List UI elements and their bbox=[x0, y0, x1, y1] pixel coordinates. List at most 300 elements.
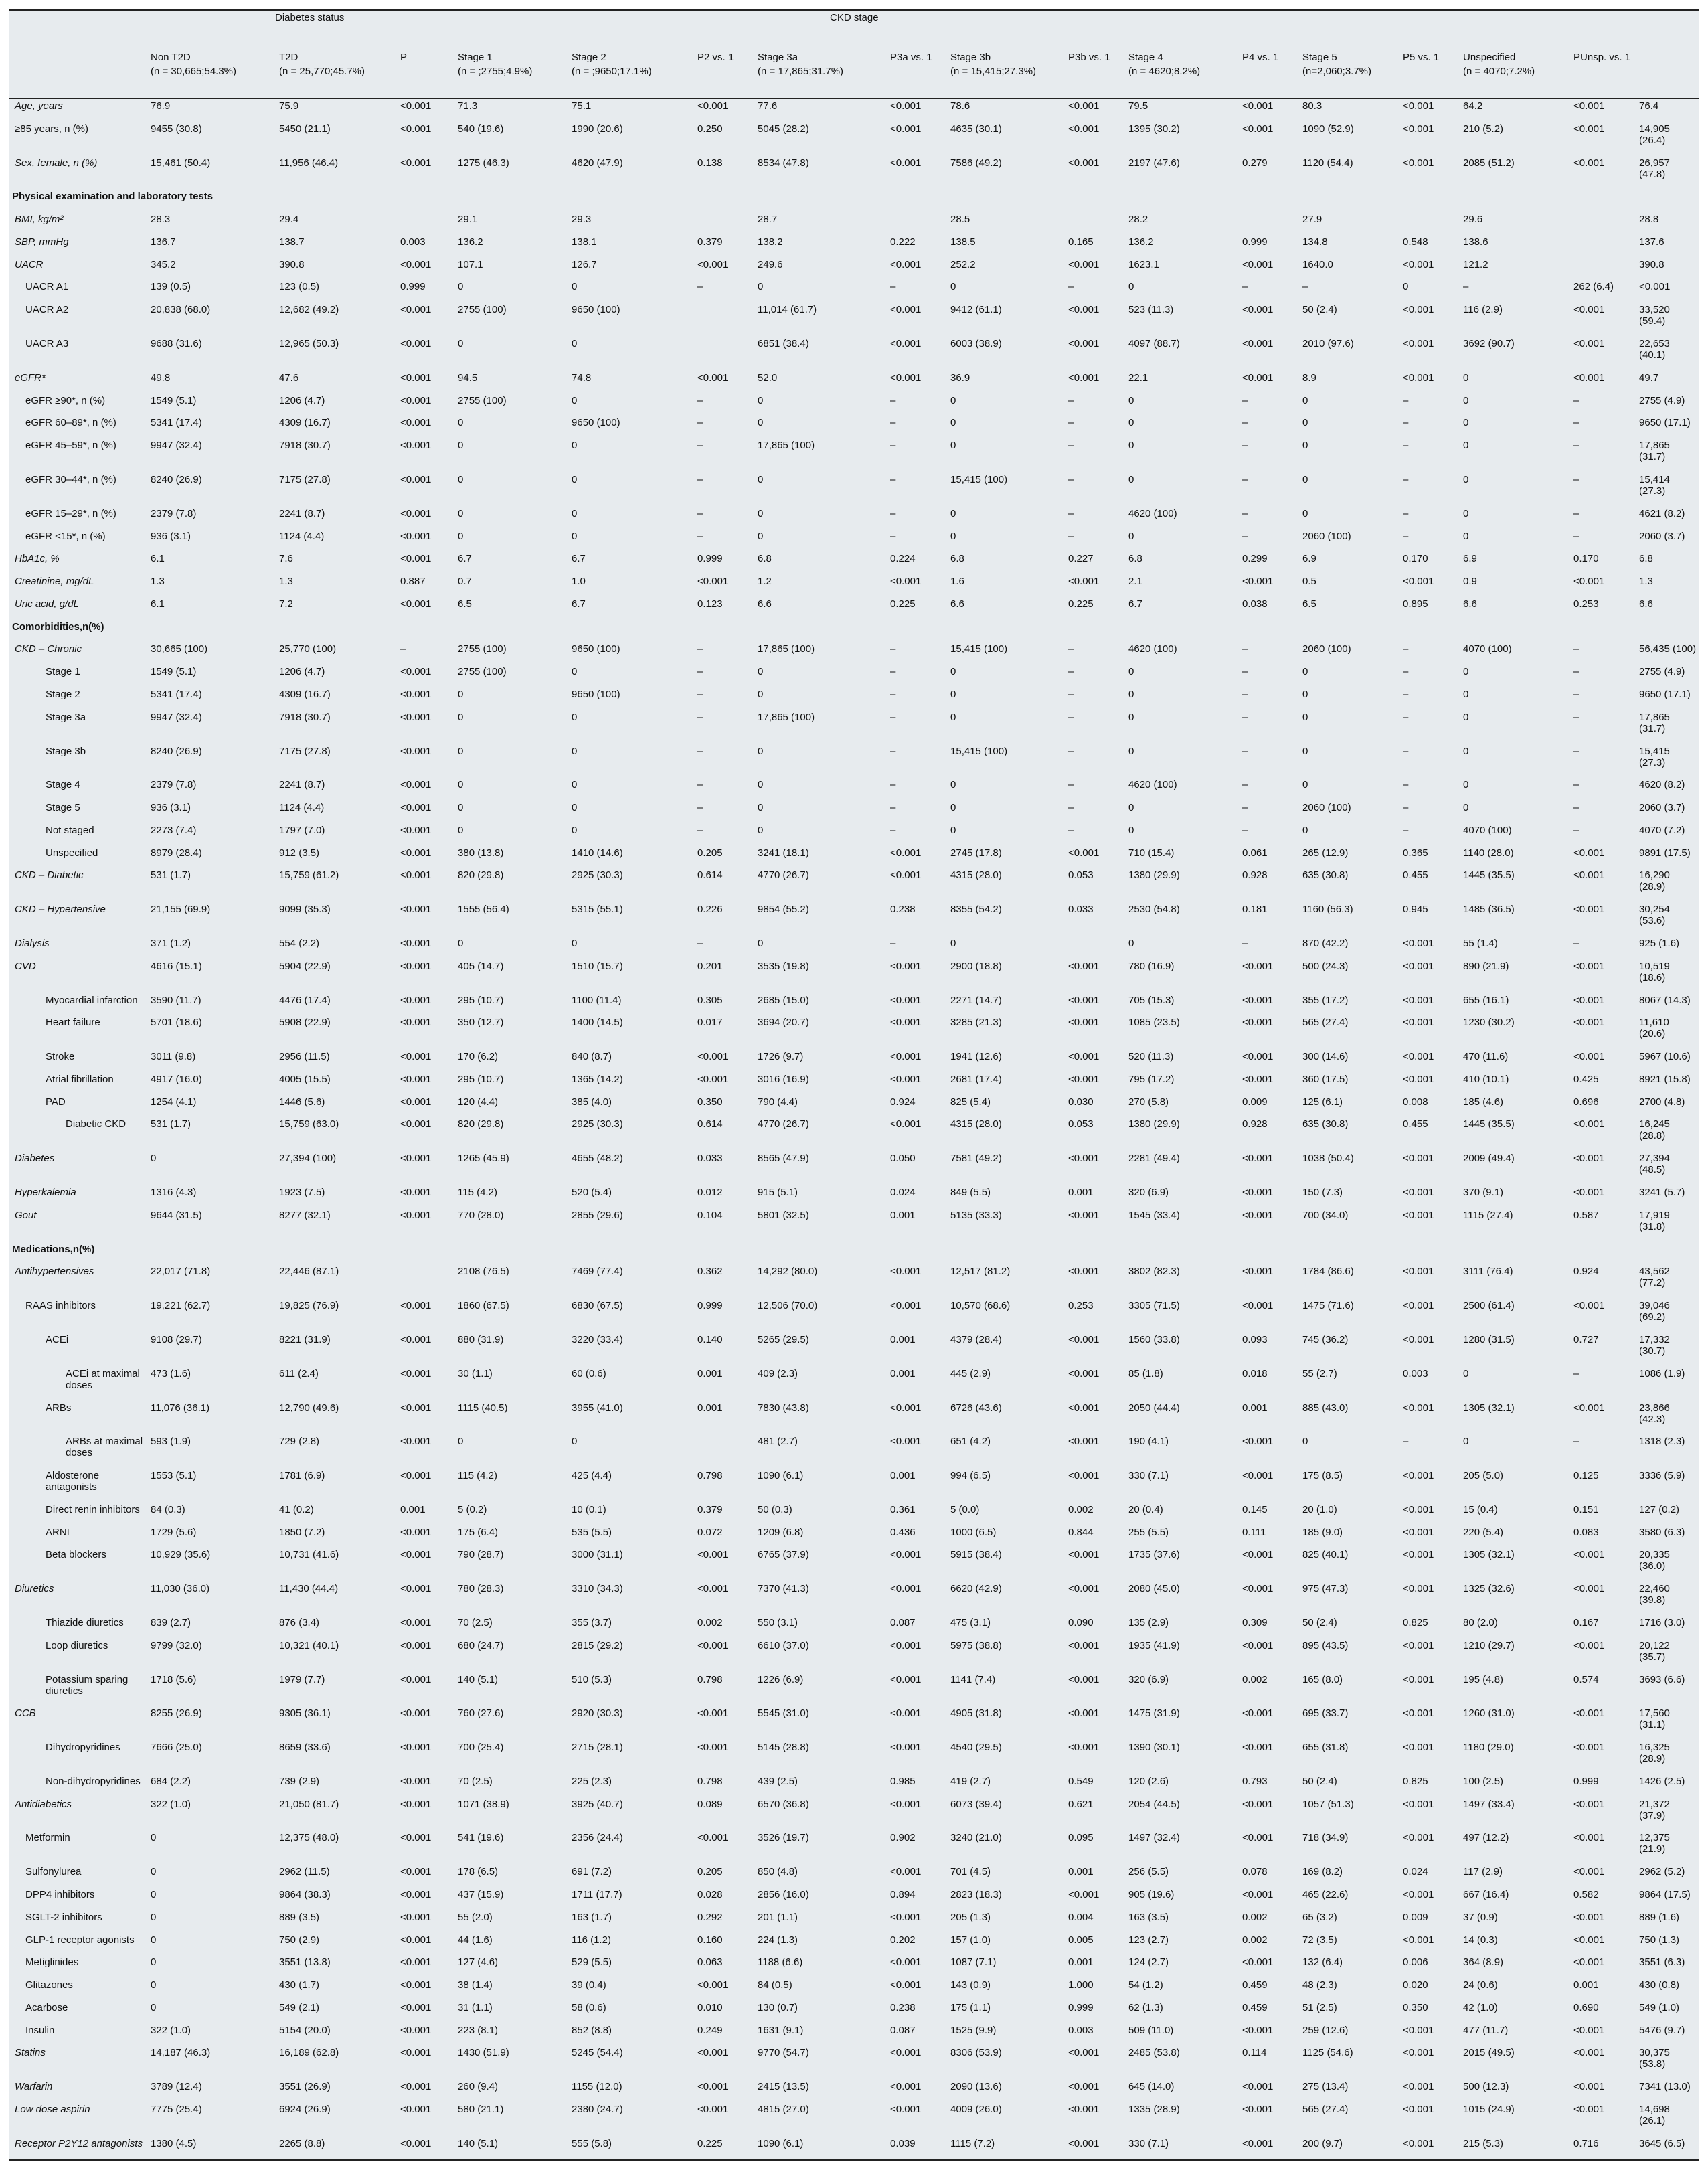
table-cell: <0.001 bbox=[400, 1832, 432, 1844]
table-cell: 11,030 (36.0) bbox=[151, 1583, 210, 1595]
row-label: Hyperkalemia bbox=[15, 1187, 76, 1199]
table-cell: 0 bbox=[1128, 281, 1134, 293]
table-cell: 0 bbox=[572, 938, 578, 949]
table-cell bbox=[1065, 212, 1126, 235]
column-count: (n = 4620;8.2%) bbox=[1126, 64, 1240, 99]
table-cell: 0 bbox=[1463, 507, 1469, 519]
table-row bbox=[9, 99, 1699, 122]
table-cell: 0 bbox=[458, 779, 464, 791]
table-cell: 0 bbox=[1128, 802, 1134, 814]
table-cell: 4620 (8.2) bbox=[1639, 779, 1685, 791]
table-cell: – bbox=[1302, 281, 1308, 293]
table-cell: 0 bbox=[1463, 440, 1469, 452]
table-cell: 29.3 bbox=[572, 214, 592, 226]
table-cell: 1115 (40.5) bbox=[458, 1402, 508, 1414]
table-cell: 9650 (17.1) bbox=[1639, 417, 1691, 429]
table-cell: 0.087 bbox=[890, 2024, 916, 2036]
table-cell: 555 (5.8) bbox=[569, 2137, 695, 2160]
table-cell: 790 (4.4) bbox=[758, 1096, 798, 1108]
table-cell: 5904 (22.9) bbox=[279, 960, 331, 972]
table-cell: <0.001 bbox=[400, 1889, 432, 1900]
table-cell: 0 bbox=[572, 440, 578, 452]
table-cell: 0.999 bbox=[1068, 2001, 1094, 2013]
table-cell: <0.001 bbox=[400, 122, 432, 135]
table-row bbox=[9, 1797, 1699, 1831]
table-cell: 23,866 (42.3) bbox=[1639, 1402, 1670, 1425]
table-row bbox=[9, 1367, 1699, 1401]
table-cell: 0 bbox=[1302, 440, 1308, 452]
row-label: UACR bbox=[15, 258, 44, 270]
table-cell: 0.361 bbox=[890, 1503, 916, 1515]
table-cell: 16,290 (28.9) bbox=[1639, 869, 1670, 893]
table-cell: 0 bbox=[1128, 688, 1134, 700]
table-cell: 72 (3.5) bbox=[1302, 1934, 1337, 1946]
table-cell: 7.6 bbox=[279, 553, 293, 565]
table-cell: 1057 (51.3) bbox=[1302, 1798, 1354, 1810]
table-cell: 300 (14.6) bbox=[1302, 1051, 1349, 1063]
table-cell: 0.425 bbox=[1573, 1073, 1599, 1085]
table-cell: 16,325 (28.9) bbox=[1639, 1742, 1670, 1765]
row-label: Antihypertensives bbox=[15, 1266, 94, 1278]
table-cell: 0 bbox=[758, 688, 764, 700]
table-cell: <0.001 bbox=[400, 824, 432, 836]
table-cell: <0.001 bbox=[1403, 1549, 1434, 1561]
table-cell: 0 bbox=[1463, 473, 1469, 485]
table-cell: – bbox=[1242, 507, 1248, 519]
table-cell: 2085 (51.2) bbox=[1463, 157, 1515, 169]
table-cell: 5135 (33.3) bbox=[950, 1209, 1002, 1221]
table-cell: 28.3 bbox=[151, 214, 171, 226]
table-cell: 136.2 bbox=[458, 236, 483, 248]
table-cell: 5975 (38.8) bbox=[950, 1639, 1002, 1651]
table-cell: 0.945 bbox=[1403, 904, 1428, 916]
table-cell: 2356 (24.4) bbox=[572, 1832, 623, 1844]
table-cell: <0.001 bbox=[1068, 576, 1100, 588]
table-cell: 2060 (100) bbox=[1302, 643, 1351, 655]
table-cell: <0.001 bbox=[697, 1639, 729, 1651]
table-cell: 1325 (32.6) bbox=[1463, 1583, 1515, 1595]
table-cell: 695 (33.7) bbox=[1302, 1707, 1349, 1720]
table-cell: 360 (17.5) bbox=[1302, 1073, 1349, 1085]
table-cell: 760 (27.6) bbox=[458, 1707, 504, 1720]
table-cell: 5701 (18.6) bbox=[151, 1017, 202, 1029]
table-cell: 22,460 (39.8) bbox=[1639, 1583, 1670, 1606]
table-cell: 17,865 (100) bbox=[758, 711, 815, 723]
table-cell: 14,187 (46.3) bbox=[151, 2047, 211, 2059]
table-cell: 1.2 bbox=[758, 576, 772, 588]
row-label: CKD – Hypertensive bbox=[15, 904, 106, 916]
table-row bbox=[9, 868, 1699, 902]
table-cell: <0.001 bbox=[1242, 1639, 1274, 1651]
table-cell: 12,682 (49.2) bbox=[279, 304, 339, 316]
table-cell: <0.001 bbox=[1573, 2047, 1605, 2059]
table-cell: 0 bbox=[458, 688, 464, 700]
table-cell: <0.001 bbox=[697, 1832, 729, 1844]
table-cell: <0.001 bbox=[400, 1639, 432, 1651]
table-cell: 0.574 bbox=[1573, 1673, 1599, 1685]
row-label: Dihydropyridines bbox=[46, 1742, 120, 1754]
table-cell: 635 (30.8) bbox=[1302, 869, 1349, 882]
table-cell: 15,415 (100) bbox=[950, 745, 1008, 757]
table-cell: <0.001 bbox=[400, 1470, 432, 1482]
table-cell: <0.001 bbox=[1068, 2104, 1100, 2116]
table-cell: <0.001 bbox=[697, 100, 729, 112]
table-cell: 0 bbox=[950, 281, 956, 293]
table-cell: <0.001 bbox=[400, 1866, 432, 1878]
table-cell: 163 (3.5) bbox=[1128, 1911, 1169, 1923]
table-cell: 0 bbox=[758, 745, 764, 757]
table-cell: 7469 (77.4) bbox=[572, 1266, 623, 1278]
table-cell: 17,560 (31.1) bbox=[1639, 1707, 1670, 1731]
table-cell: 21,372 (37.9) bbox=[1639, 1798, 1670, 1821]
table-cell: 1090 (6.1) bbox=[755, 2137, 887, 2160]
table-cell: 4070 (100) bbox=[1463, 643, 1512, 655]
table-cell: 4621 (8.2) bbox=[1639, 507, 1685, 519]
table-cell: <0.001 bbox=[400, 869, 432, 882]
table-cell: <0.001 bbox=[697, 2081, 729, 2093]
row-label: eGFR 30–44*, n (%) bbox=[25, 473, 116, 485]
table-cell: 0.716 bbox=[1571, 2137, 1636, 2160]
table-cell: 645 (14.0) bbox=[1128, 2081, 1175, 2093]
table-cell: <0.001 bbox=[1403, 1503, 1434, 1515]
table-cell: 4620 (100) bbox=[1128, 507, 1177, 519]
table-cell: 121.2 bbox=[1463, 258, 1488, 270]
table-cell: 6.8 bbox=[758, 553, 772, 565]
table-cell: 0.844 bbox=[1068, 1526, 1094, 1538]
table-cell: <0.001 bbox=[400, 1073, 432, 1085]
table-cell: 0 bbox=[1463, 371, 1469, 384]
table-cell: 0.004 bbox=[1068, 1911, 1094, 1923]
table-cell: <0.001 bbox=[400, 1583, 432, 1595]
table-cell: 79.5 bbox=[1128, 100, 1148, 112]
table-row bbox=[9, 574, 1699, 597]
table-cell: 1086 (1.9) bbox=[1639, 1367, 1685, 1380]
column-header: P4 vs. 1 bbox=[1242, 51, 1279, 63]
table-cell: <0.001 bbox=[890, 1956, 922, 1969]
table-cell: 6851 (38.4) bbox=[758, 338, 809, 350]
table-cell: – bbox=[1573, 1367, 1579, 1380]
table-cell: <0.001 bbox=[1068, 304, 1100, 316]
table-cell: 0.202 bbox=[890, 1934, 916, 1946]
table-cell: 890 (21.9) bbox=[1463, 960, 1509, 972]
table-cell: – bbox=[1403, 745, 1409, 757]
table-cell: <0.001 bbox=[1573, 1187, 1605, 1199]
table-cell: 8534 (47.8) bbox=[758, 157, 809, 169]
table-cell: 17,865 (100) bbox=[758, 643, 815, 655]
table-cell: <0.001 bbox=[1403, 157, 1434, 169]
table-cell: 0.225 bbox=[1068, 598, 1094, 610]
table-cell: <0.001 bbox=[890, 1673, 922, 1685]
table-row bbox=[9, 1469, 1699, 1503]
table-cell: <0.001 bbox=[1242, 1470, 1274, 1482]
table-cell: 470 (11.6) bbox=[1463, 1051, 1509, 1063]
table-cell: 135 (2.9) bbox=[1128, 1616, 1169, 1629]
table-cell: <0.001 bbox=[1242, 1583, 1274, 1595]
table-cell: 531 (1.7) bbox=[151, 1118, 191, 1131]
table-cell: <0.001 bbox=[1403, 1742, 1434, 1754]
table-cell: 0.001 bbox=[1573, 1979, 1599, 1991]
table-cell: 0.999 bbox=[1573, 1775, 1599, 1787]
table-cell: 9864 (17.5) bbox=[1639, 1889, 1691, 1900]
table-cell: 0 bbox=[458, 417, 464, 429]
table-cell: 1160 (56.3) bbox=[1302, 904, 1353, 916]
table-cell: <0.001 bbox=[890, 1866, 922, 1878]
table-cell: 0 bbox=[1302, 394, 1308, 406]
table-cell: 0.001 bbox=[1068, 1866, 1094, 1878]
table-cell: 2010 (97.6) bbox=[1302, 338, 1354, 350]
table-cell: 1410 (14.6) bbox=[572, 847, 623, 859]
table-cell: 380 (13.8) bbox=[458, 847, 504, 859]
table-cell: 9650 (100) bbox=[572, 643, 620, 655]
table-cell: 850 (4.8) bbox=[758, 1866, 798, 1878]
column-count: (n = 17,865;31.7%) bbox=[755, 64, 887, 99]
table-cell: 2715 (28.1) bbox=[572, 1742, 623, 1754]
table-cell: – bbox=[1403, 711, 1409, 723]
table-cell: 115 (4.2) bbox=[458, 1470, 497, 1482]
table-cell: 5908 (22.9) bbox=[279, 1017, 331, 1029]
table-cell: 520 (5.4) bbox=[572, 1187, 612, 1199]
table-cell: 14 (0.3) bbox=[1463, 1934, 1498, 1946]
table-cell: 70 (2.5) bbox=[458, 1616, 493, 1629]
table-cell: 322 (1.0) bbox=[151, 1798, 191, 1810]
table-cell: 541 (19.6) bbox=[458, 1832, 504, 1844]
table-cell: 2700 (4.8) bbox=[1639, 1096, 1685, 1108]
table-cell: 330 (7.1) bbox=[1128, 1470, 1169, 1482]
column-header: Stage 2 bbox=[572, 51, 606, 63]
table-cell: 5265 (29.5) bbox=[758, 1333, 809, 1345]
table-cell: <0.001 bbox=[1573, 869, 1605, 882]
table-cell: 0 bbox=[1302, 824, 1308, 836]
table-cell: – bbox=[1068, 802, 1074, 814]
table-cell: 116 (1.2) bbox=[572, 1934, 611, 1946]
table-cell: 4379 (28.4) bbox=[950, 1333, 1002, 1345]
table-cell: 3955 (41.0) bbox=[572, 1402, 623, 1414]
header-group-cell bbox=[9, 10, 148, 25]
table-cell: 680 (24.7) bbox=[458, 1639, 504, 1651]
table-cell: 0.170 bbox=[1403, 553, 1428, 565]
table-cell: 0.151 bbox=[1573, 1503, 1599, 1515]
table-cell: <0.001 bbox=[1068, 1051, 1100, 1063]
table-cell: 1141 (7.4) bbox=[950, 1673, 996, 1685]
table-cell: 9305 (36.1) bbox=[279, 1707, 331, 1720]
table-cell: 0.9 bbox=[1463, 576, 1477, 588]
table-cell: 739 (2.9) bbox=[279, 1775, 320, 1787]
table-row bbox=[9, 823, 1699, 846]
table-cell: <0.001 bbox=[400, 1187, 432, 1199]
table-cell bbox=[1065, 936, 1126, 959]
table-cell: 2060 (3.7) bbox=[1639, 530, 1685, 542]
table-cell: 0 bbox=[1463, 711, 1469, 723]
table-cell: 55 (2.0) bbox=[458, 1911, 493, 1923]
table-cell: 0.001 bbox=[1068, 1187, 1094, 1199]
table-cell: 1206 (4.7) bbox=[279, 666, 325, 678]
table-cell: 140 (5.1) bbox=[458, 1673, 499, 1685]
table-cell: <0.001 bbox=[400, 2081, 432, 2093]
table-cell: 0.249 bbox=[697, 2024, 723, 2036]
table-row bbox=[9, 1774, 1699, 1797]
column-count bbox=[1636, 64, 1699, 99]
table-cell: 9650 (100) bbox=[572, 688, 620, 700]
table-cell: 320 (6.9) bbox=[1128, 1187, 1169, 1199]
table-cell: <0.001 bbox=[400, 745, 432, 757]
table-cell: 1.0 bbox=[572, 576, 586, 588]
row-label: Stroke bbox=[46, 1051, 75, 1063]
row-label: Insulin bbox=[25, 2024, 55, 2036]
table-cell: <0.001 bbox=[1403, 338, 1434, 350]
column-header bbox=[9, 25, 148, 64]
table-cell: 265 (12.9) bbox=[1302, 847, 1349, 859]
table-row bbox=[9, 1401, 1699, 1435]
table-cell: 825 (40.1) bbox=[1302, 1549, 1349, 1561]
row-label: CCB bbox=[15, 1707, 36, 1720]
row-label: GLP-1 receptor agonists bbox=[25, 1934, 135, 1946]
table-cell: 14,292 (80.0) bbox=[758, 1266, 818, 1278]
table-cell: – bbox=[890, 745, 896, 757]
table-cell: 3240 (21.0) bbox=[950, 1832, 1002, 1844]
table-cell: 10,929 (35.6) bbox=[151, 1549, 211, 1561]
table-cell: <0.001 bbox=[890, 371, 922, 384]
table-cell: 2108 (76.5) bbox=[458, 1266, 509, 1278]
table-cell: 3692 (90.7) bbox=[1463, 338, 1515, 350]
table-cell: 170 (6.2) bbox=[458, 1051, 499, 1063]
table-cell: 655 (16.1) bbox=[1463, 994, 1509, 1006]
table-cell: 55 (2.7) bbox=[1302, 1367, 1337, 1380]
table-cell: 28.2 bbox=[1128, 214, 1148, 226]
table-cell: 0.205 bbox=[697, 847, 723, 859]
table-cell: <0.001 bbox=[400, 666, 432, 678]
table-cell: 2685 (15.0) bbox=[758, 994, 809, 1006]
table-cell: <0.001 bbox=[1068, 1266, 1100, 1278]
table-cell: 1071 (38.9) bbox=[458, 1798, 509, 1810]
table-cell: 1555 (56.4) bbox=[458, 904, 509, 916]
table-cell: 1260 (31.0) bbox=[1463, 1707, 1515, 1720]
table-cell: 220 (5.4) bbox=[1463, 1526, 1504, 1538]
table-cell: 17,865 (31.7) bbox=[1639, 711, 1670, 734]
table-cell: 295 (10.7) bbox=[458, 1073, 504, 1085]
column-count bbox=[1571, 64, 1636, 99]
table-cell: 5450 (21.1) bbox=[279, 122, 331, 135]
table-cell: 405 (14.7) bbox=[458, 960, 504, 972]
table-row bbox=[9, 2046, 1699, 2080]
table-row bbox=[9, 529, 1699, 552]
table-cell: 1510 (15.7) bbox=[572, 960, 623, 972]
row-label: Atrial fibrillation bbox=[46, 1073, 114, 1085]
table-cell: 1640.0 bbox=[1302, 258, 1333, 270]
column-header: P3a vs. 1 bbox=[890, 51, 932, 63]
table-cell: – bbox=[1403, 417, 1409, 429]
table-cell: <0.001 bbox=[1068, 2047, 1100, 2059]
table-cell: 10,321 (40.1) bbox=[279, 1639, 339, 1651]
table-cell: 224 (1.3) bbox=[758, 1934, 798, 1946]
table-cell bbox=[695, 1434, 755, 1469]
table-cell: 4770 (26.7) bbox=[758, 869, 809, 882]
table-row bbox=[9, 1185, 1699, 1208]
table-cell: 5 (0.0) bbox=[950, 1503, 980, 1515]
table-cell: 175 (8.5) bbox=[1302, 1470, 1343, 1482]
table-cell: 745 (36.2) bbox=[1302, 1333, 1349, 1345]
table-cell: 0 bbox=[758, 507, 764, 519]
table-cell: 1631 (9.1) bbox=[758, 2024, 804, 2036]
table-cell: <0.001 bbox=[1068, 1333, 1100, 1345]
row-label: Beta blockers bbox=[46, 1549, 106, 1561]
table-cell: <0.001 bbox=[697, 1583, 729, 1595]
table-cell: 330 (7.1) bbox=[1126, 2137, 1240, 2160]
table-cell: 2281 (49.4) bbox=[1128, 1153, 1180, 1165]
table-cell: 0 bbox=[458, 507, 464, 519]
table-cell: 0.222 bbox=[890, 236, 916, 248]
table-row bbox=[9, 902, 1699, 936]
table-cell: 795 (17.2) bbox=[1128, 1073, 1175, 1085]
table-cell: <0.001 bbox=[1403, 1051, 1434, 1063]
section-header-row bbox=[9, 620, 1699, 643]
table-cell: 21,050 (81.7) bbox=[279, 1798, 339, 1810]
table-cell: 2755 (100) bbox=[458, 394, 507, 406]
table-cell: 116 (2.9) bbox=[1463, 304, 1503, 316]
table-cell: 9854 (55.2) bbox=[758, 904, 809, 916]
table-cell: 11,014 (61.7) bbox=[758, 304, 817, 316]
table-cell: 430 (1.7) bbox=[279, 1979, 320, 1991]
table-cell: <0.001 bbox=[1403, 1583, 1434, 1595]
table-cell: 0.033 bbox=[697, 1153, 723, 1165]
table-cell: <0.001 bbox=[1403, 258, 1434, 270]
table-cell: 0.455 bbox=[1403, 869, 1428, 882]
table-cell: <0.001 bbox=[1403, 1266, 1434, 1278]
table-cell: 157 (1.0) bbox=[950, 1934, 991, 1946]
table-cell: <0.001 bbox=[400, 530, 432, 542]
table-cell: 38 (1.4) bbox=[458, 1979, 493, 1991]
table-cell: – bbox=[1068, 507, 1074, 519]
table-cell: <0.001 bbox=[697, 1073, 729, 1085]
table-cell: – bbox=[890, 779, 896, 791]
table-cell: 27,394 (48.5) bbox=[1639, 1153, 1670, 1176]
table-cell: 7666 (25.0) bbox=[151, 1742, 202, 1754]
table-row bbox=[9, 2137, 1699, 2160]
table-cell: 6610 (37.0) bbox=[758, 1639, 809, 1651]
table-cell: – bbox=[1573, 666, 1579, 678]
table-cell: 0.018 bbox=[1242, 1367, 1268, 1380]
table-row bbox=[9, 416, 1699, 438]
table-cell: <0.001 bbox=[1242, 258, 1274, 270]
table-cell: <0.001 bbox=[1573, 1300, 1605, 1312]
table-cell: – bbox=[1242, 745, 1248, 757]
table-row bbox=[9, 1525, 1699, 1548]
table-cell: 1226 (6.9) bbox=[758, 1673, 804, 1685]
table-cell bbox=[695, 337, 755, 371]
table-cell: 2080 (45.0) bbox=[1128, 1583, 1180, 1595]
table-row bbox=[9, 687, 1699, 710]
table-cell: 912 (3.5) bbox=[279, 847, 320, 859]
table-cell: <0.001 bbox=[1573, 1956, 1605, 1969]
table-cell: 0 bbox=[458, 824, 464, 836]
table-cell: 22,653 (40.1) bbox=[1639, 338, 1670, 361]
table-cell: 20,838 (68.0) bbox=[151, 304, 211, 316]
table-cell: <0.001 bbox=[400, 1118, 432, 1131]
table-cell: 200 (9.7) bbox=[1300, 2137, 1400, 2160]
table-cell: 885 (43.0) bbox=[1302, 1402, 1349, 1414]
table-cell: <0.001 bbox=[400, 417, 432, 429]
table-cell: 531 (1.7) bbox=[151, 869, 191, 882]
table-cell: 24 (0.6) bbox=[1463, 1979, 1498, 1991]
table-cell: 2956 (11.5) bbox=[279, 1051, 330, 1063]
table-cell: 12,790 (49.6) bbox=[279, 1402, 339, 1414]
table-cell: 2900 (18.8) bbox=[950, 960, 1002, 972]
table-cell: <0.001 bbox=[1403, 1073, 1434, 1085]
table-cell: 0 bbox=[151, 1153, 157, 1165]
table-cell: <0.001 bbox=[1403, 304, 1434, 316]
table-cell: – bbox=[1242, 643, 1248, 655]
table-cell: 1100 (11.4) bbox=[572, 994, 622, 1006]
table-cell: <0.001 bbox=[400, 507, 432, 519]
